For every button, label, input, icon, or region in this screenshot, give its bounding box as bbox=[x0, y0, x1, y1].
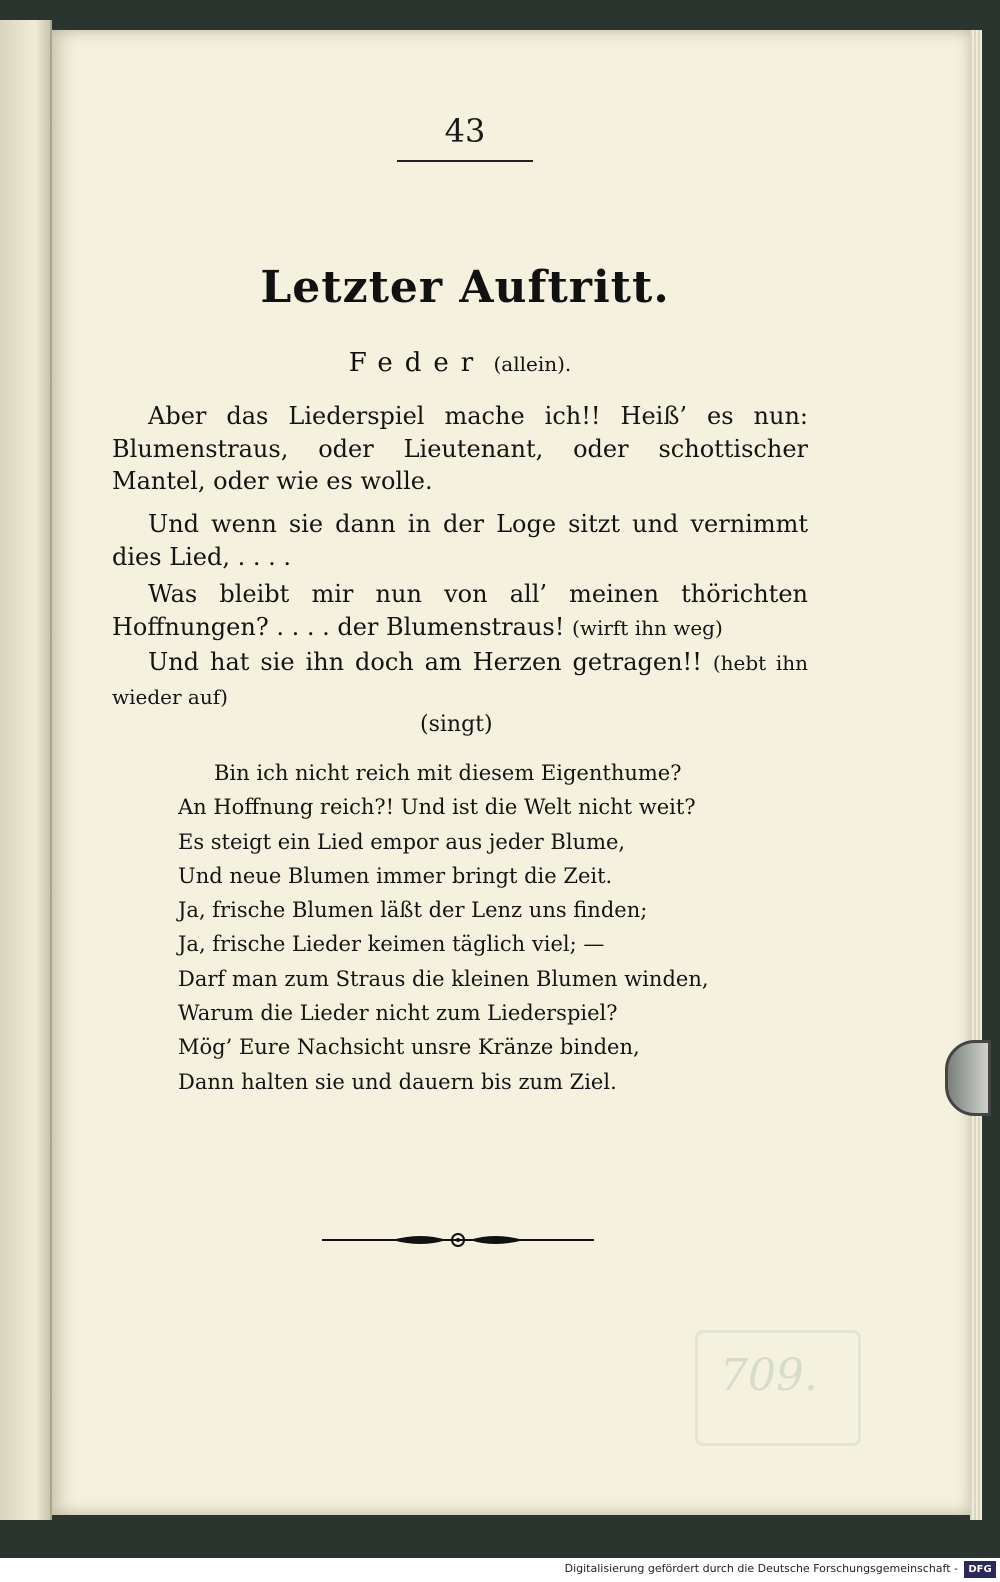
dfg-logo: DFG bbox=[964, 1561, 996, 1578]
stage-direction: (hebt ihn wieder auf) bbox=[112, 651, 809, 709]
prose-text: Und wenn sie dann in der Loge sitzt und vernimmt dies Lied, . . . . bbox=[112, 510, 808, 571]
decorative-ornament-divider bbox=[322, 1226, 594, 1254]
verse-line: Und neue Blumen immer bringt die Zeit. bbox=[178, 863, 613, 888]
verse-block bbox=[178, 756, 778, 1099]
page-number-rule bbox=[397, 160, 533, 162]
verse-line: An Hoffnung reich?! Und ist die Welt nicht weit? bbox=[178, 795, 696, 820]
sung-direction: (singt) bbox=[420, 712, 493, 737]
prose-text: Was bleibt mir nun von all’ meinen thörichten Hoffnungen? . . . . der Blumenstraus! bbox=[112, 580, 808, 641]
stage-direction: (wirft ihn weg) bbox=[572, 615, 723, 640]
speaker-line bbox=[260, 348, 660, 378]
previous-page-edge bbox=[0, 20, 52, 1520]
library-stamp-number: 709. bbox=[720, 1350, 818, 1401]
page-number: 43 bbox=[444, 112, 486, 150]
footer-bar bbox=[0, 1558, 1000, 1582]
prose-paragraph bbox=[112, 578, 808, 644]
prose-paragraph bbox=[112, 508, 808, 573]
prose-paragraph bbox=[112, 400, 808, 498]
page-tab-marker bbox=[945, 1040, 991, 1116]
page-stack-edges bbox=[970, 30, 982, 1520]
verse-line: Ja, frische Lieder keimen täglich viel; — bbox=[178, 932, 605, 957]
verse-line: Darf man zum Straus die kleinen Blumen winden, bbox=[178, 966, 709, 991]
prose-text: Aber das Liederspiel mache ich!! Heiß’ es nun: Blumenstraus, oder Lieutenant, oder schottischer Mantel, oder wie es wolle. bbox=[112, 402, 808, 495]
speaker-name: Feder bbox=[348, 348, 486, 378]
prose-paragraph bbox=[112, 646, 808, 713]
funding-credit: Digitalisierung gefördert durch die Deutsche Forschungsgemeinschaft - bbox=[564, 1562, 958, 1575]
verse-line: Ja, frische Blumen läßt der Lenz uns finden; bbox=[178, 898, 648, 923]
prose-text: Und hat sie ihn doch am Herzen getragen!! bbox=[148, 648, 702, 676]
verse-line: Es steigt ein Lied empor aus jeder Blume, bbox=[178, 829, 626, 854]
verse-line: Warum die Lieder nicht zum Liederspiel? bbox=[178, 1001, 618, 1026]
verse-line: Dann halten sie und dauern bis zum Ziel. bbox=[178, 1069, 617, 1094]
speaker-note: (allein). bbox=[493, 352, 572, 376]
scene-heading: Letzter Auftritt. bbox=[260, 262, 670, 313]
verse-line: Bin ich nicht reich mit diesem Eigenthume? bbox=[214, 761, 682, 785]
verse-line: Mög’ Eure Nachsicht unsre Kränze binden, bbox=[178, 1035, 640, 1060]
